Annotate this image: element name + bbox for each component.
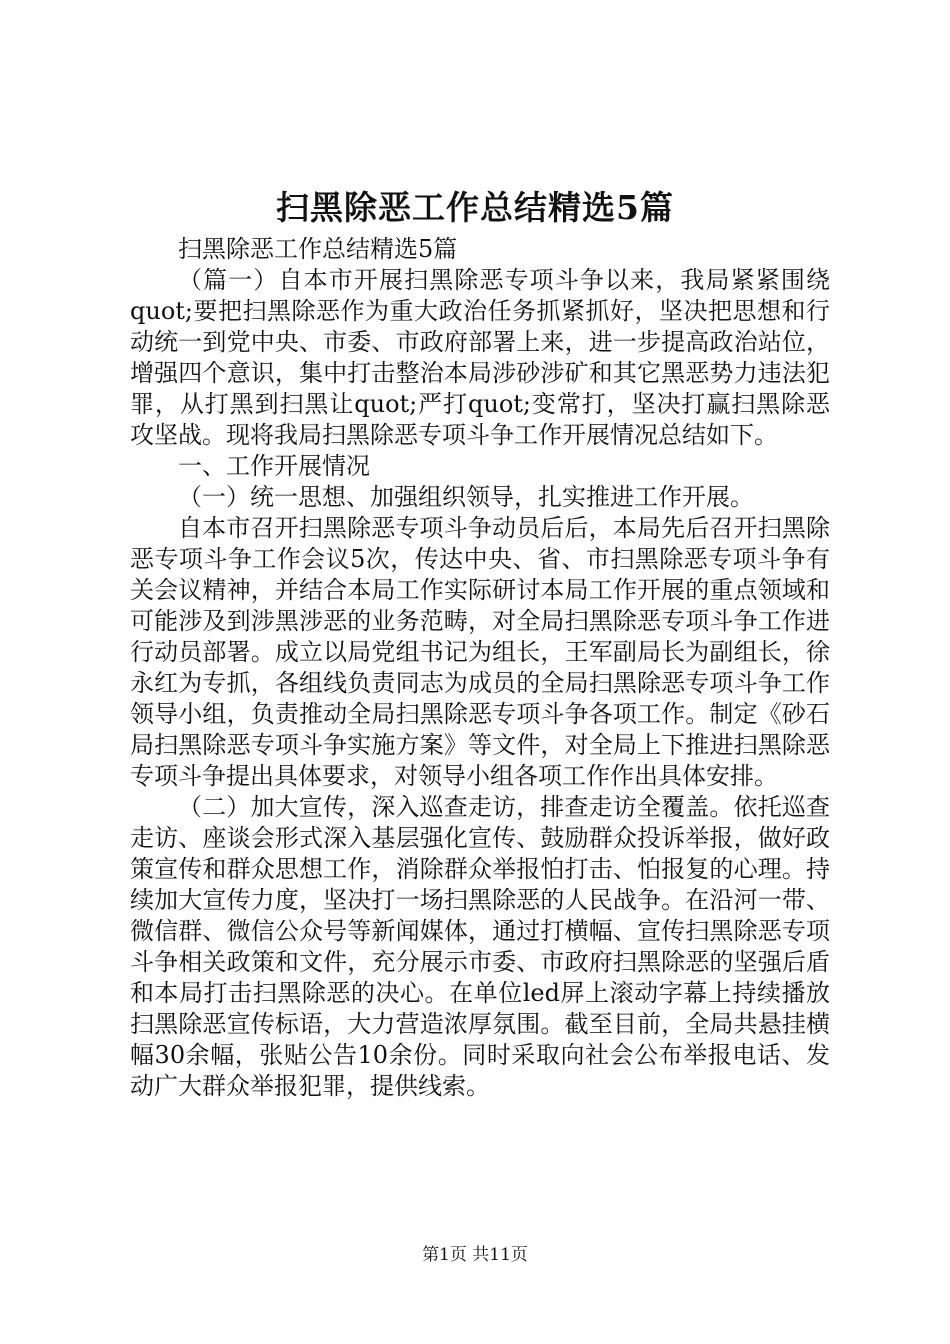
page-footer: 第1页 共11页	[422, 1245, 528, 1265]
document-title: 扫黑除恶工作总结精选5篇	[276, 188, 674, 227]
section-heading: 一、工作开展情况	[178, 452, 370, 480]
document-body	[130, 234, 830, 1102]
body-paragraph-1: 自本市召开扫黑除恶专项斗争动员后后，本局先后召开扫黑除恶专项斗争工作会议5次，传达中央、省、市扫黑除恶专项斗争有关会议精神，并结合本局工作实际研讨本局工作开展的重点领域和可能涉及到涉黑涉恶的业务范畴，对全局扫黑除恶专项斗争工作进行动员部署。成立以局党组书记为组长，王军副局长为副组长，徐永红为专抓，各组线负责同志为成员的全局扫黑除恶专项斗争工作领导小组，负责推动全局扫黑除恶专项斗争各项工作。制定《砂石局扫黑除恶专项斗争实施方案》等文件，对全局上下推进扫黑除恶专项斗争提出具体要求，对领导小组各项工作作出具体安排。	[130, 514, 830, 790]
body-paragraph-2: （二）加大宣传，深入巡查走访，排查走访全覆盖。依托巡查走访、座谈会形式深入基层强化宣传、鼓励群众投诉举报，做好政策宣传和群众思想工作，消除群众举报怕打击、怕报复的心理。持续加大宣传力度，坚决打一场扫黑除恶的人民战争。在沿河一带、微信群、微信公众号等新闻媒体，通过打横幅、宣传扫黑除恶专项斗争相关政策和文件，充分展示市委、市政府扫黑除恶的坚强后盾和本局打击扫黑除恶的决心。在单位led屏上滚动字幕上持续播放扫黑除恶宣传标语，大力营造浓厚氛围。截至目前，全局共悬挂横幅30余幅，张贴公告10余份。同时采取向社会公布举报电话、发动广大群众举报犯罪，提供线索。	[130, 793, 830, 1100]
intro-paragraph: （篇一）自本市开展扫黑除恶专项斗争以来，我局紧紧围绕quot;要把扫黑除恶作为重大政治任务抓紧抓好，坚决把思想和行动统一到党中央、市委、市政府部署上来，进一步提高政治站位，增强四个意识，集中打击整治本局涉砂涉矿和其它黑恶势力违法犯罪，从打黑到扫黑让quot;严打quot;变常打，坚决打赢扫黑除恶攻坚战。现将我局扫黑除恶专项斗争工作开展情况总结如下。	[130, 266, 830, 449]
subsection-heading-1: （一）统一思想、加强组织领导，扎实推进工作开展。	[178, 483, 754, 511]
subtitle-paragraph: 扫黑除恶工作总结精选5篇	[178, 235, 458, 263]
